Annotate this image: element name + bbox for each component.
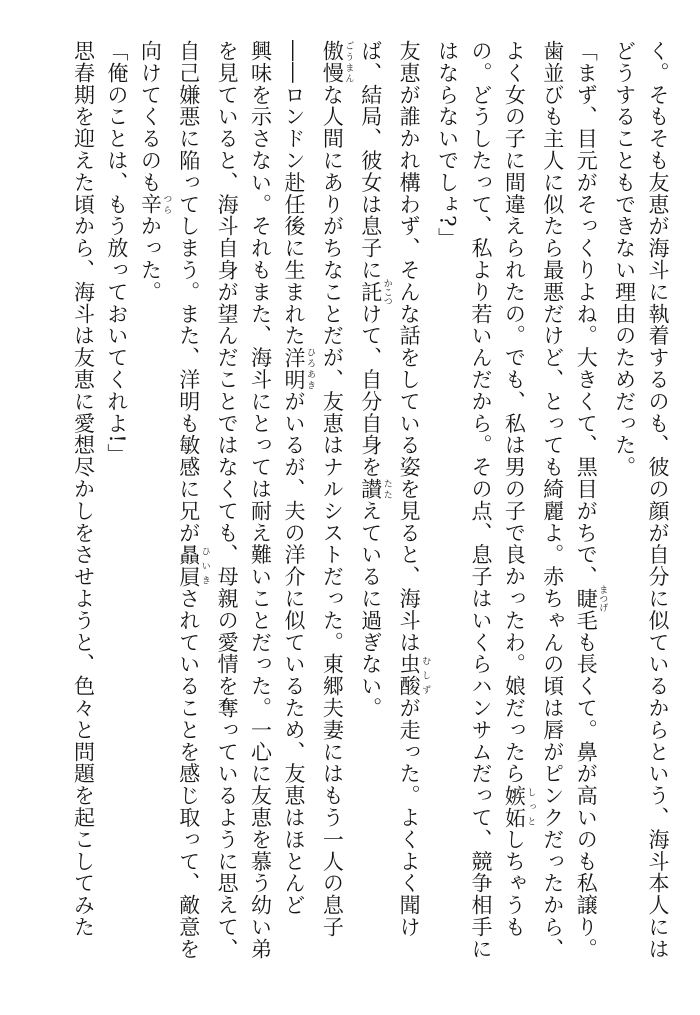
text-line-15: 向けてくるのも辛 つらかった。	[138, 40, 172, 303]
ruby-reading-mushizu: むしず	[420, 653, 431, 698]
ruby-shitto: 嫉妬 しっと	[502, 784, 536, 829]
text-line-2: どうすることもできない理由のためだった。	[612, 40, 637, 478]
ruby-reading-matsuge: まつげ	[597, 584, 608, 612]
ruby-reading-hiroaki: ひろあき	[304, 346, 315, 391]
text-line-8: 友恵が誰かれ構わず、そんな話をしている姿を見ると、海斗は虫酸 むしずが走った。よくよく聞け	[397, 40, 431, 938]
ruby-matsuge: 睫 まつげ	[574, 584, 608, 612]
ruby-reading-kakotsu: かこつ	[381, 278, 392, 306]
ruby-tata: 讃 たた	[358, 478, 392, 500]
text-line-6: の。どうしたって、私より若いんだから。その点、息子はいくらハンサムだって、競争相手に	[468, 40, 493, 960]
text-line-14: 自己嫌悪に陥ってしまう。また、洋明も敏感に兄が贔屓 ひいきされていることを感じ取って、敵意を	[176, 40, 210, 960]
ruby-reading-gouman: ごうまん	[343, 40, 354, 84]
ruby-tsura: 辛 つら	[138, 193, 172, 216]
ruby-mushizu: 虫酸 むしず	[397, 653, 431, 698]
text-line-10: 傲慢 ごうまんな人間にありがちなことだが、友恵はナルシストだった。東郷夫妻にはもう一人の息子	[320, 40, 354, 938]
text-line-1: く。そもそも友恵が海斗に執着するのも、彼の顔が自分に似ているからという、海斗本人には	[646, 40, 670, 960]
ruby-hiiki: 贔屓 ひいき	[176, 543, 210, 588]
ruby-gouman: 傲慢 ごうまん	[320, 40, 354, 84]
vertical-text-block	[66, 40, 674, 990]
text-line-13: を見ていると、海斗自身が望んだことではなくても、母親の愛情を奪っているように思えて、	[215, 40, 240, 960]
text-line-4: 歯並びも主人に似たら最悪だけど、とっても綺麗よ。赤ちゃんの頃は唇がピンクだったから、	[540, 40, 565, 960]
ruby-reading-hiiki: ひいき	[199, 543, 210, 588]
ruby-reading-tata: たた	[381, 478, 392, 500]
text-line-12: 興味を示さない。それもまた、海斗にとっては耐え難いことだった。一心に友恵を慕う幼い弟	[248, 40, 273, 960]
text-line-17: 思春期を迎えた頃から、海斗は友恵に愛想尽かしをさせようと、色々と問題を起こしてみた	[71, 40, 96, 938]
text-line-7: はならないでしょ?」	[435, 40, 460, 250]
ruby-hiroaki: 洋明 ひろあき	[281, 346, 315, 391]
ruby-kakotsu: 託 かこつ	[358, 278, 392, 306]
text-line-5: よく女の子に間違えられたの。でも、私は男の子で良かったわ。娘だったら嫉妬 しっとしちゃうも	[502, 40, 536, 938]
text-line-16: 「俺のことは、もう放っておいてくれよ!」	[104, 40, 129, 466]
text-line-11: ――ロンドン赴任後に生まれた洋明 ひろあきがいるが、夫の洋介に似ているため、友恵はほとんど	[281, 40, 315, 917]
text-line-3: 「まず、目元がそっくりよね。大きくて、黒目がちで、睫 まつげ毛も長くて。鼻が高いのも私譲り。	[574, 40, 608, 960]
ruby-reading-shitto: しっと	[525, 784, 536, 829]
text-line-9: ば、結局、彼女は息子に託 かこつけて、自分自身を讃 たたえているに過ぎない。	[358, 40, 392, 719]
ruby-reading-tsura: つら	[161, 193, 172, 216]
